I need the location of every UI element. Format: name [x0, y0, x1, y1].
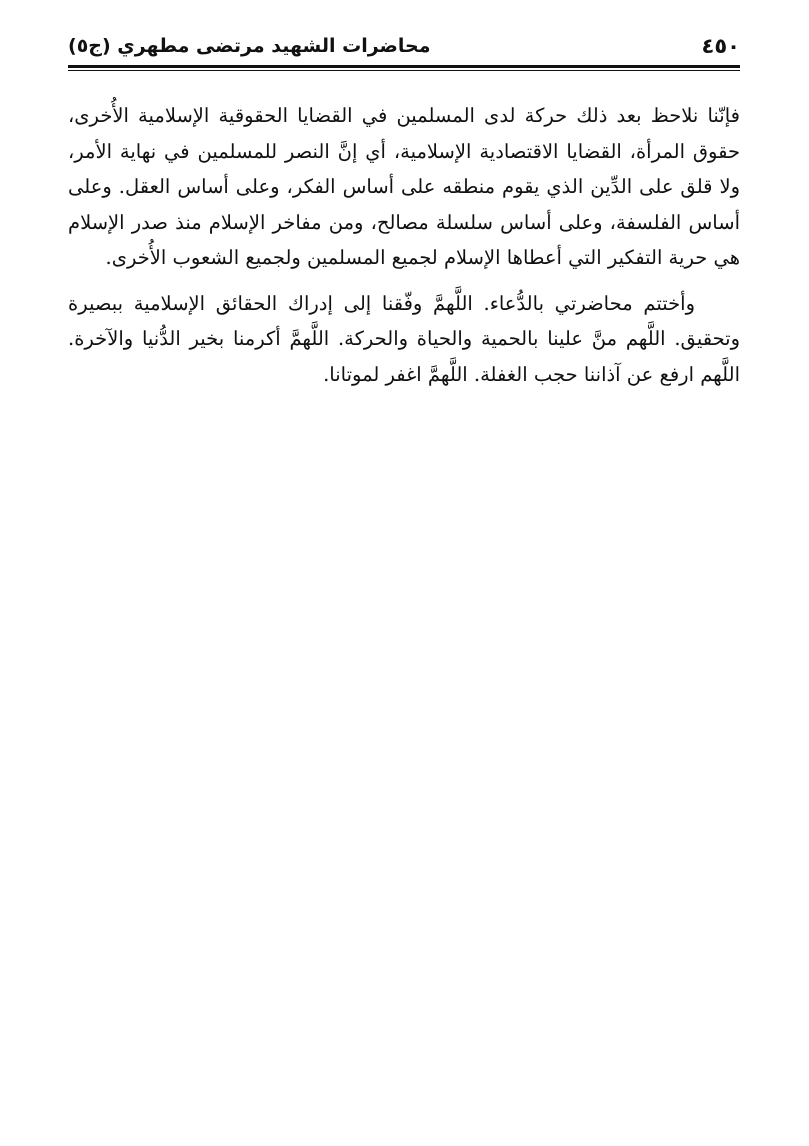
header-rule-thick — [68, 65, 740, 68]
paragraph-1: فإنّنا نلاحظ بعد ذلك حركة لدى المسلمين في القضايا الحقوقية الإسلامية الأُخرى، حقوق المرأة، القضايا الاقتصادية الإسلامية، أي إنَّ النصر للمسلمين في نهاية الأمر، ولا قلق على الدِّين الذي يقوم منطقه على أساس الفكر، وعلى أساس العقل. وعلى أساس الفلسفة، وعلى أساس سلسلة مصالح، ومن مفاخر الإسلام منذ صدر الإسلام هي حرية التفكير التي أعطاها الإسلام لجميع المسلمين ولجميع الشعوب الأُخرى. — [68, 104, 740, 269]
page-header — [68, 32, 740, 62]
paragraph-2: وأختتم محاضرتي بالدُّعاء. اللَّهمَّ وفّقنا إلى إدراك الحقائق الإسلامية ببصيرة وتحقيق. اللَّهم منَّ علينا بالحمية والحياة والحركة. اللَّهمَّ أكرمنا بخير الدُّنيا والآخرة. اللَّهم ارفع عن آذاننا حجب الغفلة. اللَّهمَّ اغفر لموتانا. — [68, 291, 740, 386]
running-title: محاضرات الشهيد مرتضى مطهري (ج٥) — [68, 35, 431, 57]
page-number: ٤٥٠ — [701, 34, 740, 58]
body-text — [68, 98, 740, 402]
header-rule-thin — [68, 70, 740, 71]
